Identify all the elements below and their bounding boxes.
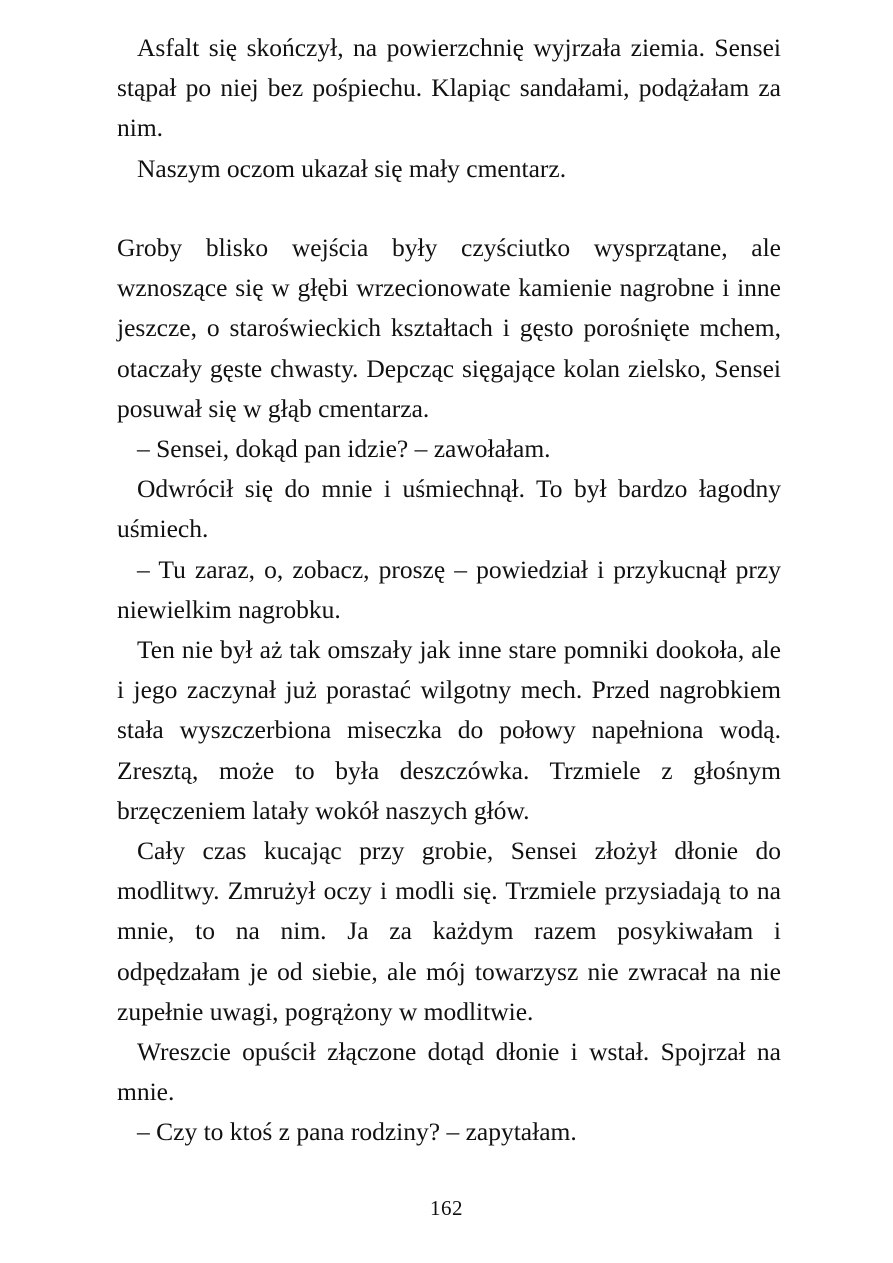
paragraph: – Tu zaraz, o, zobacz, proszę – powiedział i przykucnął przy niewielkim nagrobku.	[117, 554, 781, 624]
paragraph: Asfalt się skończył, na powierzchnię wyjrzała ziemia. Sensei stąpał po niej bez pośpiechu. Klapiąc sandałami, podążałam za nim.	[117, 33, 781, 143]
paragraph: – Sensei, dokąd pan idzie? – zawołałam.	[137, 434, 551, 464]
text-section-top	[117, 28, 781, 189]
paragraph: Ten nie był aż tak omszały jak inne stare pomniki dookoła, ale i jego zaczynał już porastać wilgotny mech. Przed nagrobkiem stała wyszczerbiona miseczka do połowy napełniona wodą. Zresztą, może to była deszczówka. Trzmiele z głośnym brzęczeniem latały wokół naszych głów.	[117, 635, 781, 825]
paragraph: Groby blisko wejścia były czyściutko wysprzątane, ale wznoszące się w głębi wrzecionowate kamienie nagrobne i inne jeszcze, o staroświeckich kształtach i gęsto porośnięte mchem, otaczały gęste chwasty. Depcząc sięgające kolan zielsko, Sensei posuwał się w głąb cmentarza.	[117, 233, 781, 423]
paragraph: Wreszcie opuścił złączone dotąd dłonie i wstał. Spojrzał na mnie.	[117, 1037, 781, 1107]
paragraph: Odwrócił się do mnie i uśmiechnął. To był bardzo łagodny uśmiech.	[117, 474, 781, 544]
page-number: 162	[430, 1196, 463, 1220]
text-section-main	[117, 228, 781, 1153]
paragraph: – Czy to ktoś z pana rodziny? – zapytałam.	[137, 1117, 577, 1147]
paragraph: Naszym oczom ukazał się mały cmentarz.	[137, 153, 567, 183]
paragraph: Cały czas kucając przy grobie, Sensei złożył dłonie do modlitwy. Zmrużył oczy i modli się. Trzmiele przysiadają to na mnie, to na nim. Ja za każdym razem posykiwałam i odpędzałam je od siebie, ale mój towarzysz nie zwracał na nie zupełnie uwagi, pogrążony w modlitwie.	[117, 836, 781, 1026]
